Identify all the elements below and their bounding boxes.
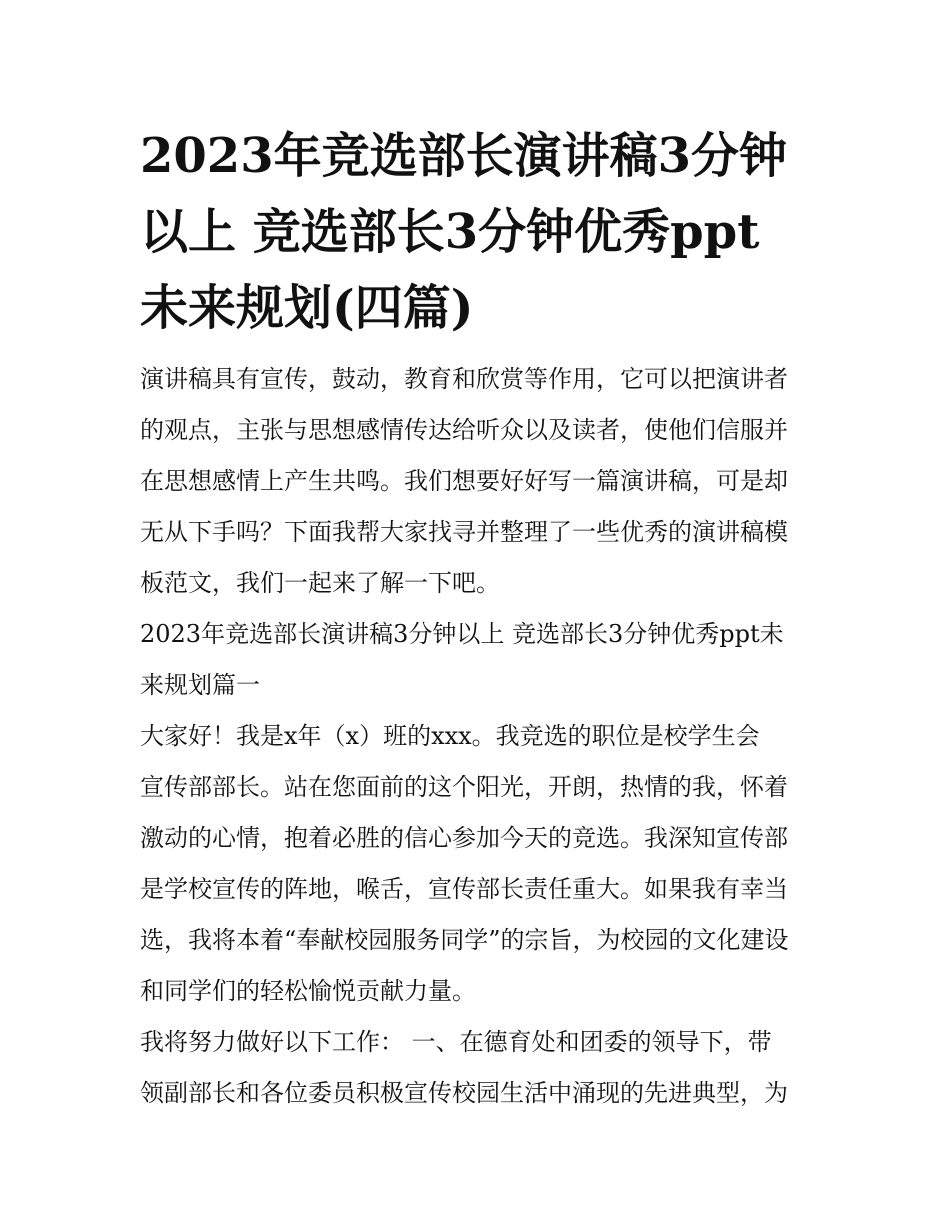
text-line: 激动的心情，抱着必胜的信心参加今天的竞选。我深知宣传部 <box>140 824 788 852</box>
text-line: 的观点，主张与思想感情传达给听众以及读者，使他们信服并 <box>140 416 788 444</box>
work-plan-paragraph <box>140 1017 812 1119</box>
text-line: 宣传部部长。站在您面前的这个阳光，开朗，热情的我，怀着 <box>140 773 788 801</box>
title-line: 2023年竞选部长演讲稿3分钟 <box>140 128 787 184</box>
text-line: 是学校宣传的阵地，喉舌，宣传部长责任重大。如果我有幸当 <box>140 875 788 903</box>
text-line: 我将努力做好以下工作： 一、在德育处和团委的领导下，带 <box>140 1028 772 1056</box>
text-line: 领副部长和各位委员积极宣传校园生活中涌现的先进典型，为 <box>140 1079 788 1107</box>
text-line: 板范文，我们一起来了解一下吧。 <box>140 569 500 597</box>
title-line: 以上 竞选部长3分钟优秀ppt <box>140 204 760 260</box>
text-line: 选，我将本着“奉献校园服务同学”的宗旨，为校园的文化建设 <box>140 926 789 954</box>
title-line: 未来规划(四篇) <box>140 280 474 336</box>
section-heading <box>140 609 812 711</box>
speech-paragraph <box>140 711 812 1017</box>
document-title <box>140 118 812 346</box>
text-line: 无从下手吗？下面我帮大家找寻并整理了一些优秀的演讲稿模 <box>140 518 788 546</box>
text-line: 大家好！我是x年（x）班的xxx。我竞选的职位是校学生会 <box>140 722 760 750</box>
intro-paragraph <box>140 354 812 609</box>
document-page <box>140 118 812 1119</box>
text-line: 在思想感情上产生共鸣。我们想要好好写一篇演讲稿，可是却 <box>140 467 788 495</box>
text-line: 演讲稿具有宣传，鼓动，教育和欣赏等作用，它可以把演讲者 <box>140 365 788 393</box>
text-line: 来规划篇一 <box>140 671 260 699</box>
text-line: 2023年竞选部长演讲稿3分钟以上 竞选部长3分钟优秀ppt未 <box>140 620 784 648</box>
text-line: 和同学们的轻松愉悦贡献力量。 <box>140 977 476 1005</box>
